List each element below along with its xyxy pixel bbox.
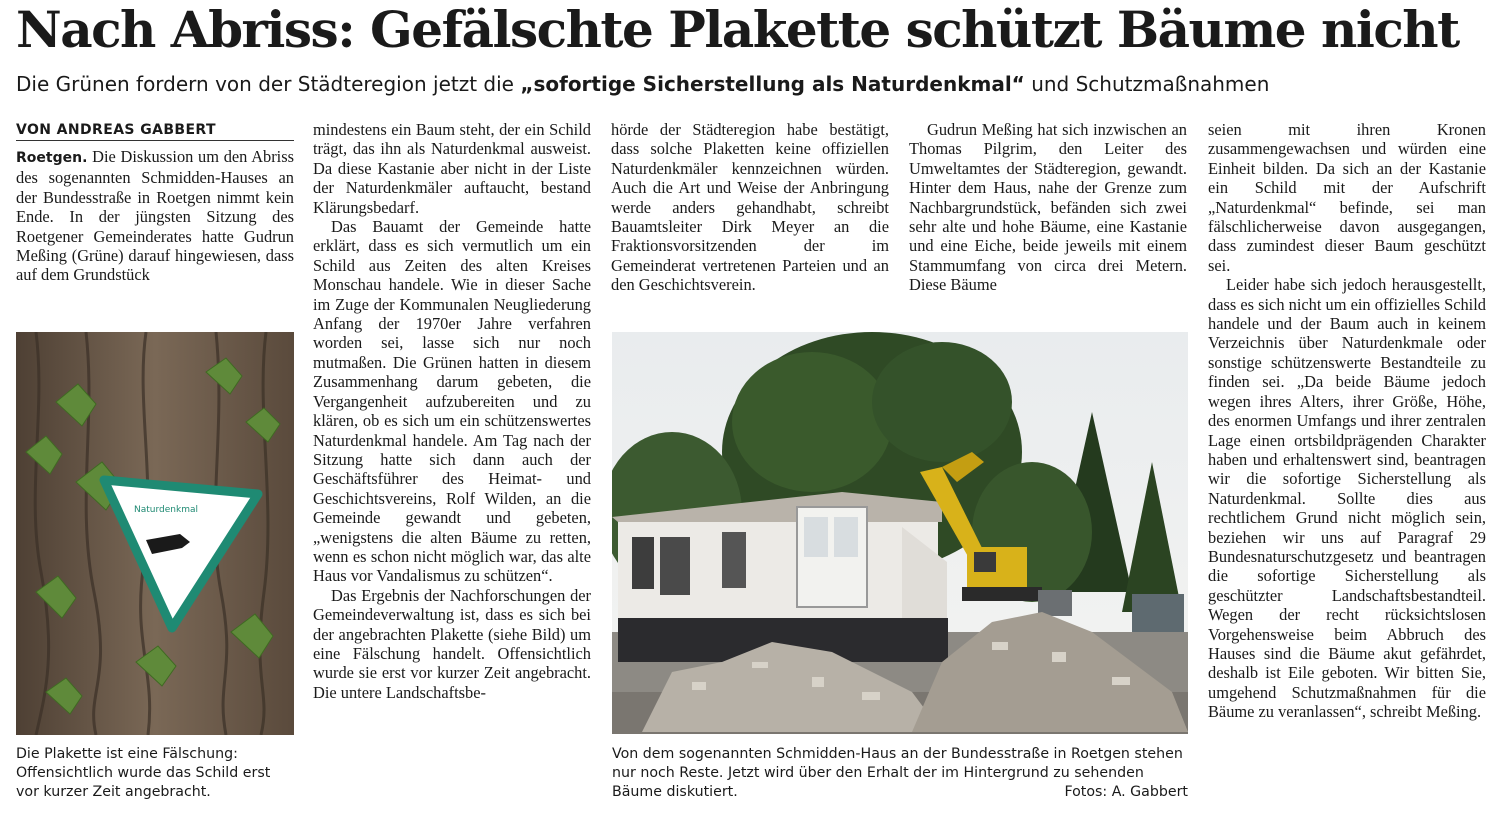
dateline: Roetgen.: [16, 150, 88, 166]
headline: Nach Abriss: Gefälschte Plakette schützt Bäume nicht: [16, 0, 1459, 59]
photo-credit: Fotos: A. Gabbert: [1064, 784, 1188, 800]
column-5: [1208, 120, 1486, 722]
subhead-post: und Schutzmaßnahmen: [1024, 72, 1270, 96]
col1-paragraph: [16, 147, 294, 285]
column-1: [16, 120, 294, 285]
subheadline: [16, 70, 1486, 98]
column-3: [611, 120, 889, 295]
caption-demolition: [612, 745, 1188, 802]
col4-paragraph-1: Gudrun Meßing hat sich inzwischen an Thomas Pilgrim, den Leiter des Umweltamtes der Städteregion, gewandt. Hinter dem Haus, nahe der Grenze zum Nachbargrundstück, befänden sich zwei sehr alte und hohe Bäume, eine Kastanie und eine Eiche, beide jeweils mit einem Stammumfang von circa drei Metern. Diese Bäume: [909, 120, 1187, 295]
col3-paragraph-1: hörde der Städteregion habe bestätigt, dass solche Plaketten keine offiziellen Naturdenkmäler kennzeichnen würden. Auch die Art und Weise der Anbringung werde anders gehandhabt, schreibt Bauamtsleiter Dirk Meyer an die Fraktionsvorsitzenden der im Gemeinderat vertretenen Parteien und an den Geschichtsverein.: [611, 120, 889, 295]
col1-text: Die Diskussion um den Abriss des sogenannten Schmidden-Hauses an der Bundesstraße in Roetgen nimmt kein Ende. In der jüngsten Sitzung des Roetgener Gemeinderates hatte Gudrun Meßing (Grüne) darauf hingewiesen, dass auf dem Grundstück: [16, 147, 294, 285]
col5-paragraph-2: Leider habe sich jedoch herausgestellt, dass es sich nicht um ein offizielles Schild handele und der Baum auch in keinem Verzeichnis über Naturdenkmale oder sonstige schützenswerte Bestandteile zu finden sei. „Da beide Bäume jedoch wegen ihres Alters, ihrer Größe, Höhe, des enormen Umfangs und ihrer zentralen Lage einen ortsbildprägenden Charakter haben und erhaltenswert sind, beantragen wir die sofortige Sicherstellung als Naturdenkmal. Sollte dies aus rechtlichem Grund nicht möglich sein, beziehen wir uns auf Paragraf 29 Bundesnaturschutzgesetz und beantragen die sofortige Sicherstellung als geschützter Landschaftsbestandteil. Wegen der recht rücksichtslosen Vorgehensweise beim Abbruch des Hauses sind die Bäume akut gefährdet, deshalb ist Eile geboten. Wir bitten Sie, umgehend Schutzmaßnahmen für die Bäume zu veranlassen“, schreibt Meßing.: [1208, 275, 1486, 722]
col2-paragraph-1: mindestens ein Baum steht, der ein Schild trägt, das ihn als Naturdenkmal ausweist. Da diese Kastanie aber nicht in der Liste der Naturdenkmäler auftaucht, bestand Klärungsbedarf.: [313, 120, 591, 217]
photo-fake-plaque: [16, 332, 294, 735]
sign-text: Naturdenkmal: [134, 505, 198, 515]
caption-fake-plaque: Die Plakette ist eine Fälschung: Offensichtlich wurde das Schild erst vor kurzer Zeit angebracht.: [16, 746, 271, 800]
column-4: [909, 120, 1187, 295]
column-2: [313, 120, 591, 702]
byline: VON ANDREAS GABBERT: [16, 120, 294, 141]
col2-paragraph-3: Das Ergebnis der Nachforschungen der Gemeindeverwaltung ist, dass es sich bei der angebrachten Plakette (siehe Bild) um eine Fälschung handelt. Offensichtlich wurde sie erst vor kurzer Zeit angebracht. Die untere Landschaftsbe-: [313, 585, 591, 702]
caption-demolition-text: Von dem sogenannten Schmidden-Haus an der Bundesstraße in Roetgen stehen nur noch Reste. Jetzt wird über den Erhalt der im Hintergrund zu sehenden Bäume diskutiert.: [612, 746, 1183, 800]
col5-paragraph-1: seien mit ihren Kronen zusammengewachsen und würden eine Einheit bilden. Da sich an der Kastanie ein Schild mit der Aufschrift „Naturdenkmal“ befinde, sei man fälschlicherweise davon ausgegangen, dass zumindest dieser Baum geschützt sei.: [1208, 120, 1486, 275]
subhead-pre: Die Grünen fordern von der Städteregion jetzt die: [16, 72, 521, 96]
photo-fake-plaque-svg: [16, 332, 294, 735]
col2-paragraph-2: Das Bauamt der Gemeinde hatte erklärt, dass es sich vermutlich um ein Schild aus Zeiten des alten Kreises Monschau handele. Wie in dieser Sache im Zuge der Kommunalen Neugliederung Anfang der 1970er Jahre verfahren worden sei, lasse sich nur noch mutmaßen. Die Grünen hatten in diesem Zusammenhang darum gebeten, die Vergangenheit aufzubereiten und zu klären, ob es sich um ein schützenswertes Naturdenkmal handele. Am Tag nach der Sitzung hatte sich dann auch der Geschäftsführer des Heimat- und Geschichtsvereins, Rolf Wilden, an die Gemeinde gewandt und gebeten, „wenigstens die alten Bäume zu retten, wenn es schon nicht möglich war, das alte Haus vor Vandalismus zu schützen“.: [313, 217, 591, 586]
photo-demolition-svg: [612, 332, 1188, 734]
subhead-bold: „sofortige Sicherstellung als Naturdenkmal“: [520, 72, 1025, 96]
photo-demolition: [612, 332, 1188, 734]
